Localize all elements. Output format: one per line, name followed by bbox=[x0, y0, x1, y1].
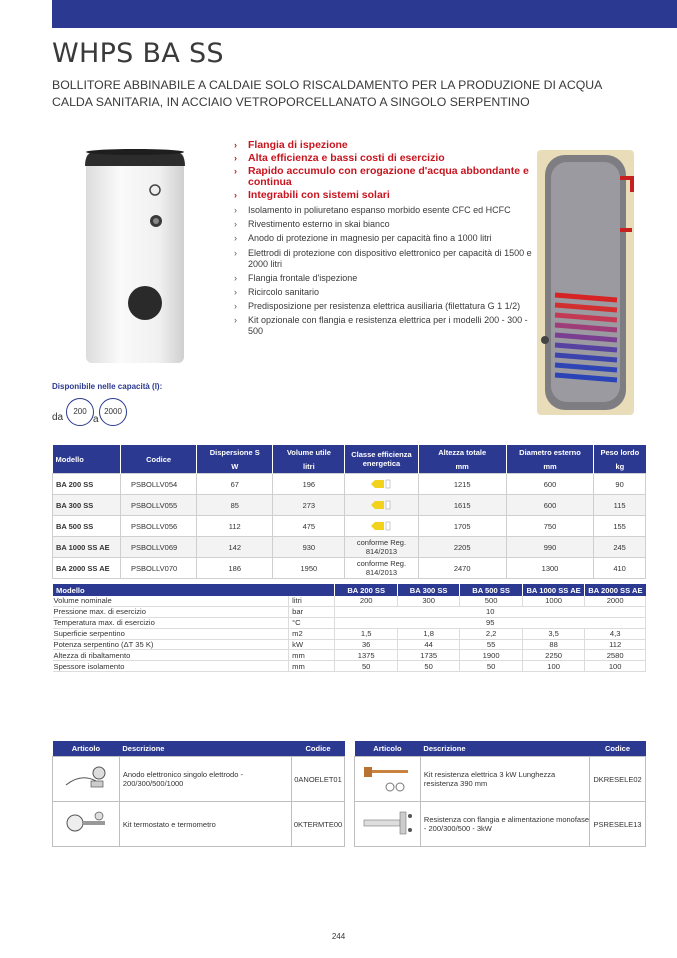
specs-table bbox=[52, 584, 646, 672]
spec-label: Superficie serpentino bbox=[53, 628, 289, 639]
heating-element-icon bbox=[360, 761, 414, 795]
spec-value: 500 bbox=[460, 596, 522, 606]
cell-model: BA 500 SS bbox=[53, 516, 121, 537]
energy-label-icon bbox=[371, 521, 391, 531]
cell-volume: 1950 bbox=[273, 558, 345, 579]
cell-volume: 273 bbox=[273, 495, 345, 516]
spec-value: 112 bbox=[585, 639, 646, 650]
table-row bbox=[53, 495, 646, 516]
table-row bbox=[53, 558, 646, 579]
feature-item: › Isolamento in poliuretano espanso morbido esente CFC ed HCFC bbox=[234, 205, 511, 215]
cell-dispersion: 67 bbox=[197, 474, 273, 495]
acc-header-item: Articolo bbox=[355, 741, 421, 757]
spec-value: 50 bbox=[335, 661, 397, 672]
col-header-volume: Volume utile bbox=[273, 445, 345, 459]
spec-value: 50 bbox=[397, 661, 459, 672]
cell-height: 2470 bbox=[418, 558, 506, 579]
spec-label: Altezza di ribaltamento bbox=[53, 650, 289, 661]
boiler-product-image bbox=[85, 148, 185, 363]
cell-diameter: 1300 bbox=[506, 558, 593, 579]
spec-value: 100 bbox=[522, 661, 584, 672]
boiler-cutaway-image bbox=[537, 150, 634, 415]
cell-weight: 245 bbox=[594, 537, 646, 558]
feature-item: › Predisposizione per resistenza elettrica ausiliaria (filettatura G 1 1/2) bbox=[234, 301, 521, 312]
spec-unit: mm bbox=[289, 661, 335, 672]
feature-highlight: › Rapido accumulo con erogazione d'acqua abbondante e continua bbox=[234, 165, 529, 188]
specs-header-ba300: BA 300 SS bbox=[397, 584, 459, 596]
cell-efficiency: conforme Reg. 814/2013 bbox=[345, 537, 418, 558]
acc-image-cell bbox=[53, 802, 120, 847]
availability-label: Disponibile nelle capacità (l): bbox=[52, 382, 163, 391]
acc-header-desc: Descrizione bbox=[119, 741, 291, 757]
table-row bbox=[53, 639, 646, 650]
acc-image-cell bbox=[53, 757, 120, 802]
acc-description: Anodo elettronico singolo elettrodo - 200/300/500/1000 bbox=[119, 757, 291, 802]
spec-value: 36 bbox=[335, 639, 397, 650]
col-header-efficiency: Classe efficienza energetica bbox=[345, 445, 418, 474]
cell-volume: 475 bbox=[273, 516, 345, 537]
acc-description: Resistenza con flangia e alimentazione monofase - 200/300/500 - 3kW bbox=[420, 802, 589, 847]
acc-header-desc: Descrizione bbox=[420, 741, 589, 757]
top-brand-bar bbox=[52, 0, 677, 28]
table-row bbox=[53, 596, 646, 606]
unit-diameter: mm bbox=[506, 459, 593, 474]
spec-value: 10 bbox=[335, 606, 646, 617]
cell-model: BA 300 SS bbox=[53, 495, 121, 516]
feature-item: › Elettrodi di protezione con dispositivo elettronico per capacità di 1500 e 2000 litri bbox=[234, 247, 532, 269]
spec-value: 1,8 bbox=[397, 628, 459, 639]
cell-height: 2205 bbox=[418, 537, 506, 558]
table-row bbox=[53, 617, 646, 628]
cell-efficiency: conforme Reg. 814/2013 bbox=[345, 558, 418, 579]
cell-efficiency bbox=[345, 516, 418, 537]
cell-volume: 196 bbox=[273, 474, 345, 495]
spec-label: Spessore isolamento bbox=[53, 661, 289, 672]
table-row bbox=[53, 606, 646, 617]
spec-value: 2250 bbox=[522, 650, 584, 661]
unit-height: mm bbox=[418, 459, 506, 474]
page-number: 244 bbox=[331, 932, 346, 941]
spec-label: Volume nominale bbox=[53, 596, 289, 606]
cell-dispersion: 142 bbox=[197, 537, 273, 558]
acc-code: 0KTERMTE00 bbox=[292, 802, 345, 847]
table-row bbox=[355, 802, 646, 847]
specs-header-ba500: BA 500 SS bbox=[460, 584, 522, 596]
spec-value: 1900 bbox=[460, 650, 522, 661]
spec-label: Temperatura max. di esercizio bbox=[53, 617, 289, 628]
cell-diameter: 750 bbox=[506, 516, 593, 537]
capacity-min-badge: 200 bbox=[66, 398, 94, 426]
cell-code: PSBOLLV056 bbox=[121, 516, 197, 537]
anode-icon bbox=[61, 763, 111, 793]
spec-unit: kW bbox=[289, 639, 335, 650]
thermometer-icon bbox=[61, 808, 111, 838]
spec-value: 2,2 bbox=[460, 628, 522, 639]
feature-item: › Kit opzionale con flangia e resistenza elettrica per i modelli 200 - 300 - 500 bbox=[234, 315, 528, 337]
spec-value: 88 bbox=[522, 639, 584, 650]
acc-header-code: Codice bbox=[292, 741, 345, 757]
cell-diameter: 600 bbox=[506, 474, 593, 495]
spec-value: 100 bbox=[585, 661, 646, 672]
col-header-diameter: Diametro esterno bbox=[506, 445, 593, 459]
cell-height: 1215 bbox=[418, 474, 506, 495]
cell-dispersion: 112 bbox=[197, 516, 273, 537]
acc-image-cell bbox=[355, 757, 421, 802]
acc-description: Kit termostato e termometro bbox=[119, 802, 291, 847]
spec-label: Potenza serpentino (ΔT 35 K) bbox=[53, 639, 289, 650]
availability-to-word: a bbox=[93, 414, 99, 425]
table-row bbox=[53, 628, 646, 639]
spec-unit: bar bbox=[289, 606, 335, 617]
spec-label: Pressione max. di esercizio bbox=[53, 606, 289, 617]
table-row bbox=[53, 537, 646, 558]
acc-image-cell bbox=[355, 802, 421, 847]
specs-header-model: Modello bbox=[53, 584, 335, 596]
spec-value: 95 bbox=[335, 617, 646, 628]
spec-unit: m2 bbox=[289, 628, 335, 639]
cell-dispersion: 85 bbox=[197, 495, 273, 516]
table-row bbox=[53, 474, 646, 495]
acc-header-item: Articolo bbox=[53, 741, 120, 757]
accessories-table-left bbox=[52, 741, 345, 847]
spec-unit: mm bbox=[289, 650, 335, 661]
cell-code: PSBOLLV069 bbox=[121, 537, 197, 558]
specs-header-ba2000: BA 2000 SS AE bbox=[585, 584, 646, 596]
energy-label-icon bbox=[371, 500, 391, 510]
col-header-model: Modello bbox=[53, 445, 121, 474]
models-table bbox=[52, 445, 646, 579]
table-row bbox=[53, 757, 345, 802]
acc-code: DKRESELE02 bbox=[590, 757, 646, 802]
cell-model: BA 2000 SS AE bbox=[53, 558, 121, 579]
availability-from-word: da bbox=[52, 412, 64, 423]
col-header-code: Codice bbox=[121, 445, 197, 474]
cell-height: 1615 bbox=[418, 495, 506, 516]
cell-diameter: 990 bbox=[506, 537, 593, 558]
cell-model: BA 1000 SS AE bbox=[53, 537, 121, 558]
table-row bbox=[53, 516, 646, 537]
col-header-dispersion: Dispersione S bbox=[197, 445, 273, 459]
feature-item: › Rivestimento esterno in skai bianco bbox=[234, 219, 390, 230]
spec-value: 1,5 bbox=[335, 628, 397, 639]
spec-value: 50 bbox=[460, 661, 522, 672]
unit-volume: litri bbox=[273, 459, 345, 474]
spec-value: 4,3 bbox=[585, 628, 646, 639]
cell-diameter: 600 bbox=[506, 495, 593, 516]
energy-label-icon bbox=[371, 479, 391, 489]
acc-code: 0ANOELET01 bbox=[292, 757, 345, 802]
feature-highlight: › Flangia di ispezione bbox=[234, 139, 348, 151]
cell-dispersion: 186 bbox=[197, 558, 273, 579]
cell-efficiency bbox=[345, 474, 418, 495]
cell-model: BA 200 SS bbox=[53, 474, 121, 495]
table-row bbox=[53, 661, 646, 672]
cell-code: PSBOLLV055 bbox=[121, 495, 197, 516]
specs-header-ba200: BA 200 SS bbox=[335, 584, 397, 596]
feature-item: › Ricircolo sanitario bbox=[234, 286, 320, 297]
unit-dispersion: W bbox=[197, 459, 273, 474]
spec-value: 55 bbox=[460, 639, 522, 650]
cell-weight: 155 bbox=[594, 516, 646, 537]
spec-value: 3,5 bbox=[522, 628, 584, 639]
acc-description: Kit resistenza elettrica 3 kW Lunghezza resistenza 390 mm bbox=[420, 757, 589, 802]
acc-header-code: Codice bbox=[590, 741, 646, 757]
cell-code: PSBOLLV054 bbox=[121, 474, 197, 495]
capacity-max-badge: 2000 bbox=[99, 398, 127, 426]
feature-highlight: › Integrabili con sistemi solari bbox=[234, 189, 390, 201]
cell-code: PSBOLLV070 bbox=[121, 558, 197, 579]
feature-item: › Anodo di protezione in magnesio per capacità fino a 1000 litri bbox=[234, 233, 492, 244]
spec-value: 200 bbox=[335, 596, 397, 606]
col-header-height: Altezza totale bbox=[418, 445, 506, 459]
cell-height: 1705 bbox=[418, 516, 506, 537]
spec-value: 44 bbox=[397, 639, 459, 650]
flange-heater-icon bbox=[360, 806, 414, 840]
spec-value: 2000 bbox=[585, 596, 646, 606]
table-row bbox=[53, 802, 345, 847]
spec-value: 1375 bbox=[335, 650, 397, 661]
page-title: WHPS BA SS bbox=[52, 38, 224, 69]
spec-value: 2580 bbox=[585, 650, 646, 661]
cell-efficiency bbox=[345, 495, 418, 516]
col-header-weight: Peso lordo bbox=[594, 445, 646, 459]
spec-value: 1735 bbox=[397, 650, 459, 661]
cell-weight: 410 bbox=[594, 558, 646, 579]
cell-weight: 90 bbox=[594, 474, 646, 495]
specs-header-ba1000: BA 1000 SS AE bbox=[522, 584, 584, 596]
features-list bbox=[233, 140, 533, 341]
feature-highlight: › Alta efficienza e bassi costi di esercizio bbox=[234, 152, 445, 164]
cell-weight: 115 bbox=[594, 495, 646, 516]
spec-value: 300 bbox=[397, 596, 459, 606]
table-row bbox=[53, 650, 646, 661]
acc-code: PSRESELE13 bbox=[590, 802, 646, 847]
table-row bbox=[355, 757, 646, 802]
spec-unit: °C bbox=[289, 617, 335, 628]
unit-weight: kg bbox=[594, 459, 646, 474]
accessories-table-right bbox=[354, 741, 646, 847]
cell-volume: 930 bbox=[273, 537, 345, 558]
feature-item: › Flangia frontale d'ispezione bbox=[234, 272, 358, 283]
page-subtitle: BOLLITORE ABBINABILE A CALDAIE SOLO RISCALDAMENTO PER LA PRODUZIONE DI ACQUA CALDA SANITARIA, IN ACCIAIO VETROPORCELLANATO A SINGOLO SERPENTINO bbox=[52, 78, 602, 109]
spec-value: 1000 bbox=[522, 596, 584, 606]
spec-unit: litri bbox=[289, 596, 335, 606]
